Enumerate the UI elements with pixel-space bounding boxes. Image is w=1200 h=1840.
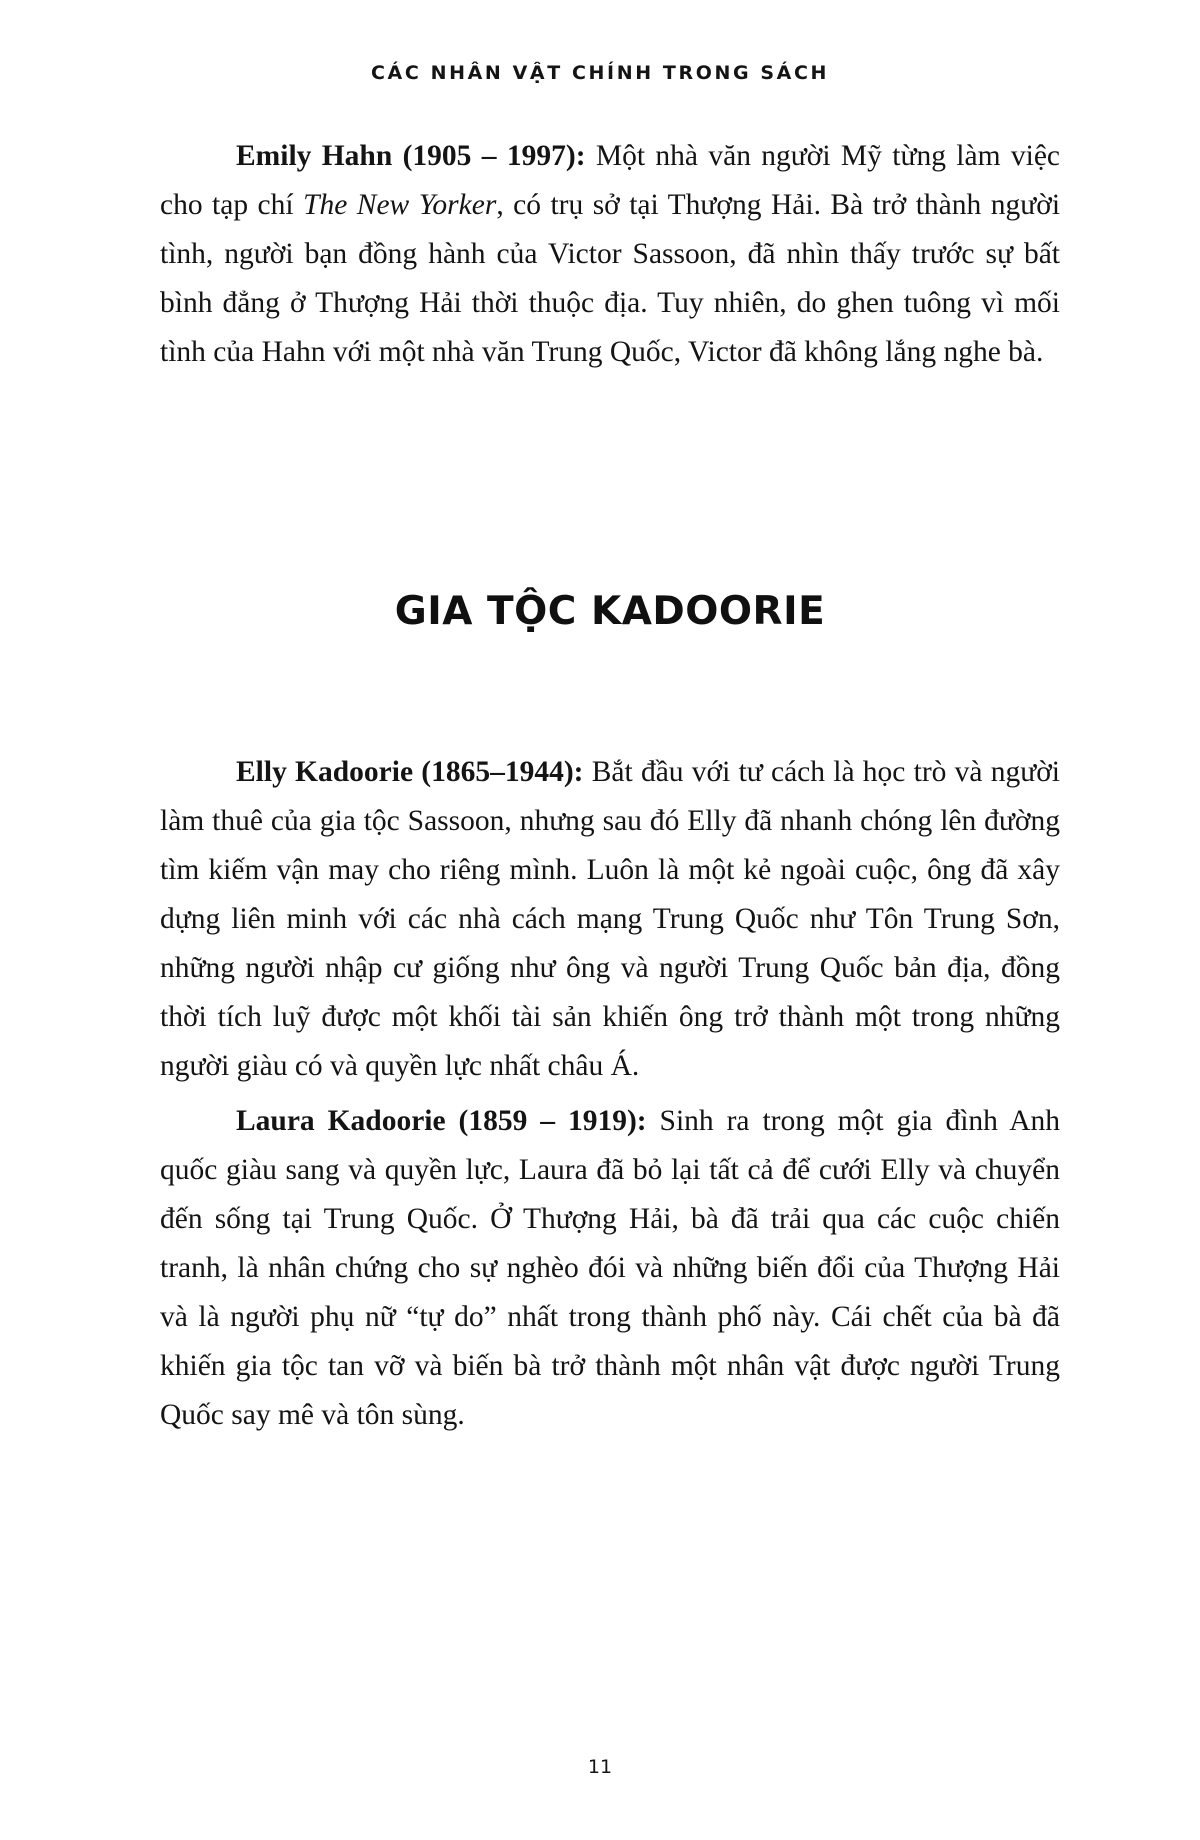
running-head: CÁC NHÂN VẬT CHÍNH TRONG SÁCH xyxy=(370,62,830,84)
entry-text-laura: Sinh ra trong một gia đình Anh quốc giàu sang và quyền lực, Laura đã bỏ lại tất cả để cưới Elly và chuyển đến sống tại Trung Quốc. Ở Thượng Hải, bà đã trải qua các cuộc chiến tranh, là nhân chứng cho sự nghèo đói và những biến đổi của Thượng Hải và là người phụ nữ “tự do” nhất trong thành phố này. Cái chết của bà đã khiến gia tộc tan vỡ và biến bà trở thành một nhân vật được người Trung Quốc say mê và tôn sùng. xyxy=(160,1105,1061,1431)
entry-text-hahn-part1: Một nhà văn người Mỹ từng làm việc cho tạp chí xyxy=(160,140,1061,221)
entry-lead-laura-kadoorie: Laura Kadoorie (1859 – 1919): xyxy=(236,1105,647,1137)
entry-text-elly: Bắt đầu với tư cách là học trò và người làm thuê của gia tộc Sassoon, nhưng sau đó Elly đã nhanh chóng lên đường tìm kiếm vận may cho riêng mình. Luôn là một kẻ ngoài cuộc, ông đã xây dựng liên minh với các nhà cách mạng Trung Quốc như Tôn Trung Sơn, những người nhập cư giống như ông và người Trung Quốc bản địa, đồng thời tích luỹ được một khối tài sản khiến ông trở thành một trong những người giàu có và quyền lực nhất châu Á. xyxy=(160,756,1060,1082)
entry-lead-emily-hahn: Emily Hahn (1905 – 1997): xyxy=(236,140,586,172)
magazine-title-italic: The New Yorker xyxy=(303,189,497,221)
section-title: GIA TỘC KADOORIE xyxy=(394,589,826,634)
entry-lead-elly-kadoorie: Elly Kadoorie (1865–1944): xyxy=(236,756,584,788)
vertical-spacer-after-title xyxy=(160,634,1060,748)
paragraph-laura-kadoorie xyxy=(160,1097,1060,1440)
paragraph-elly-kadoorie xyxy=(160,748,1060,1091)
paragraph-emily-hahn xyxy=(160,132,1060,377)
page-number: 11 xyxy=(587,1756,613,1778)
vertical-spacer xyxy=(160,383,1060,589)
page-content xyxy=(160,132,1060,1446)
entry-text-hahn-part2: , có trụ sở tại Thượng Hải. Bà trở thành người tình, người bạn đồng hành của Victor Sassoon, đã nhìn thấy trước sự bất bình đẳng ở Thượng Hải thời thuộc địa. Tuy nhiên, do ghen tuông vì mối tình của Hahn với một nhà văn Trung Quốc, Victor đã không lắng nghe bà. xyxy=(160,189,1061,368)
